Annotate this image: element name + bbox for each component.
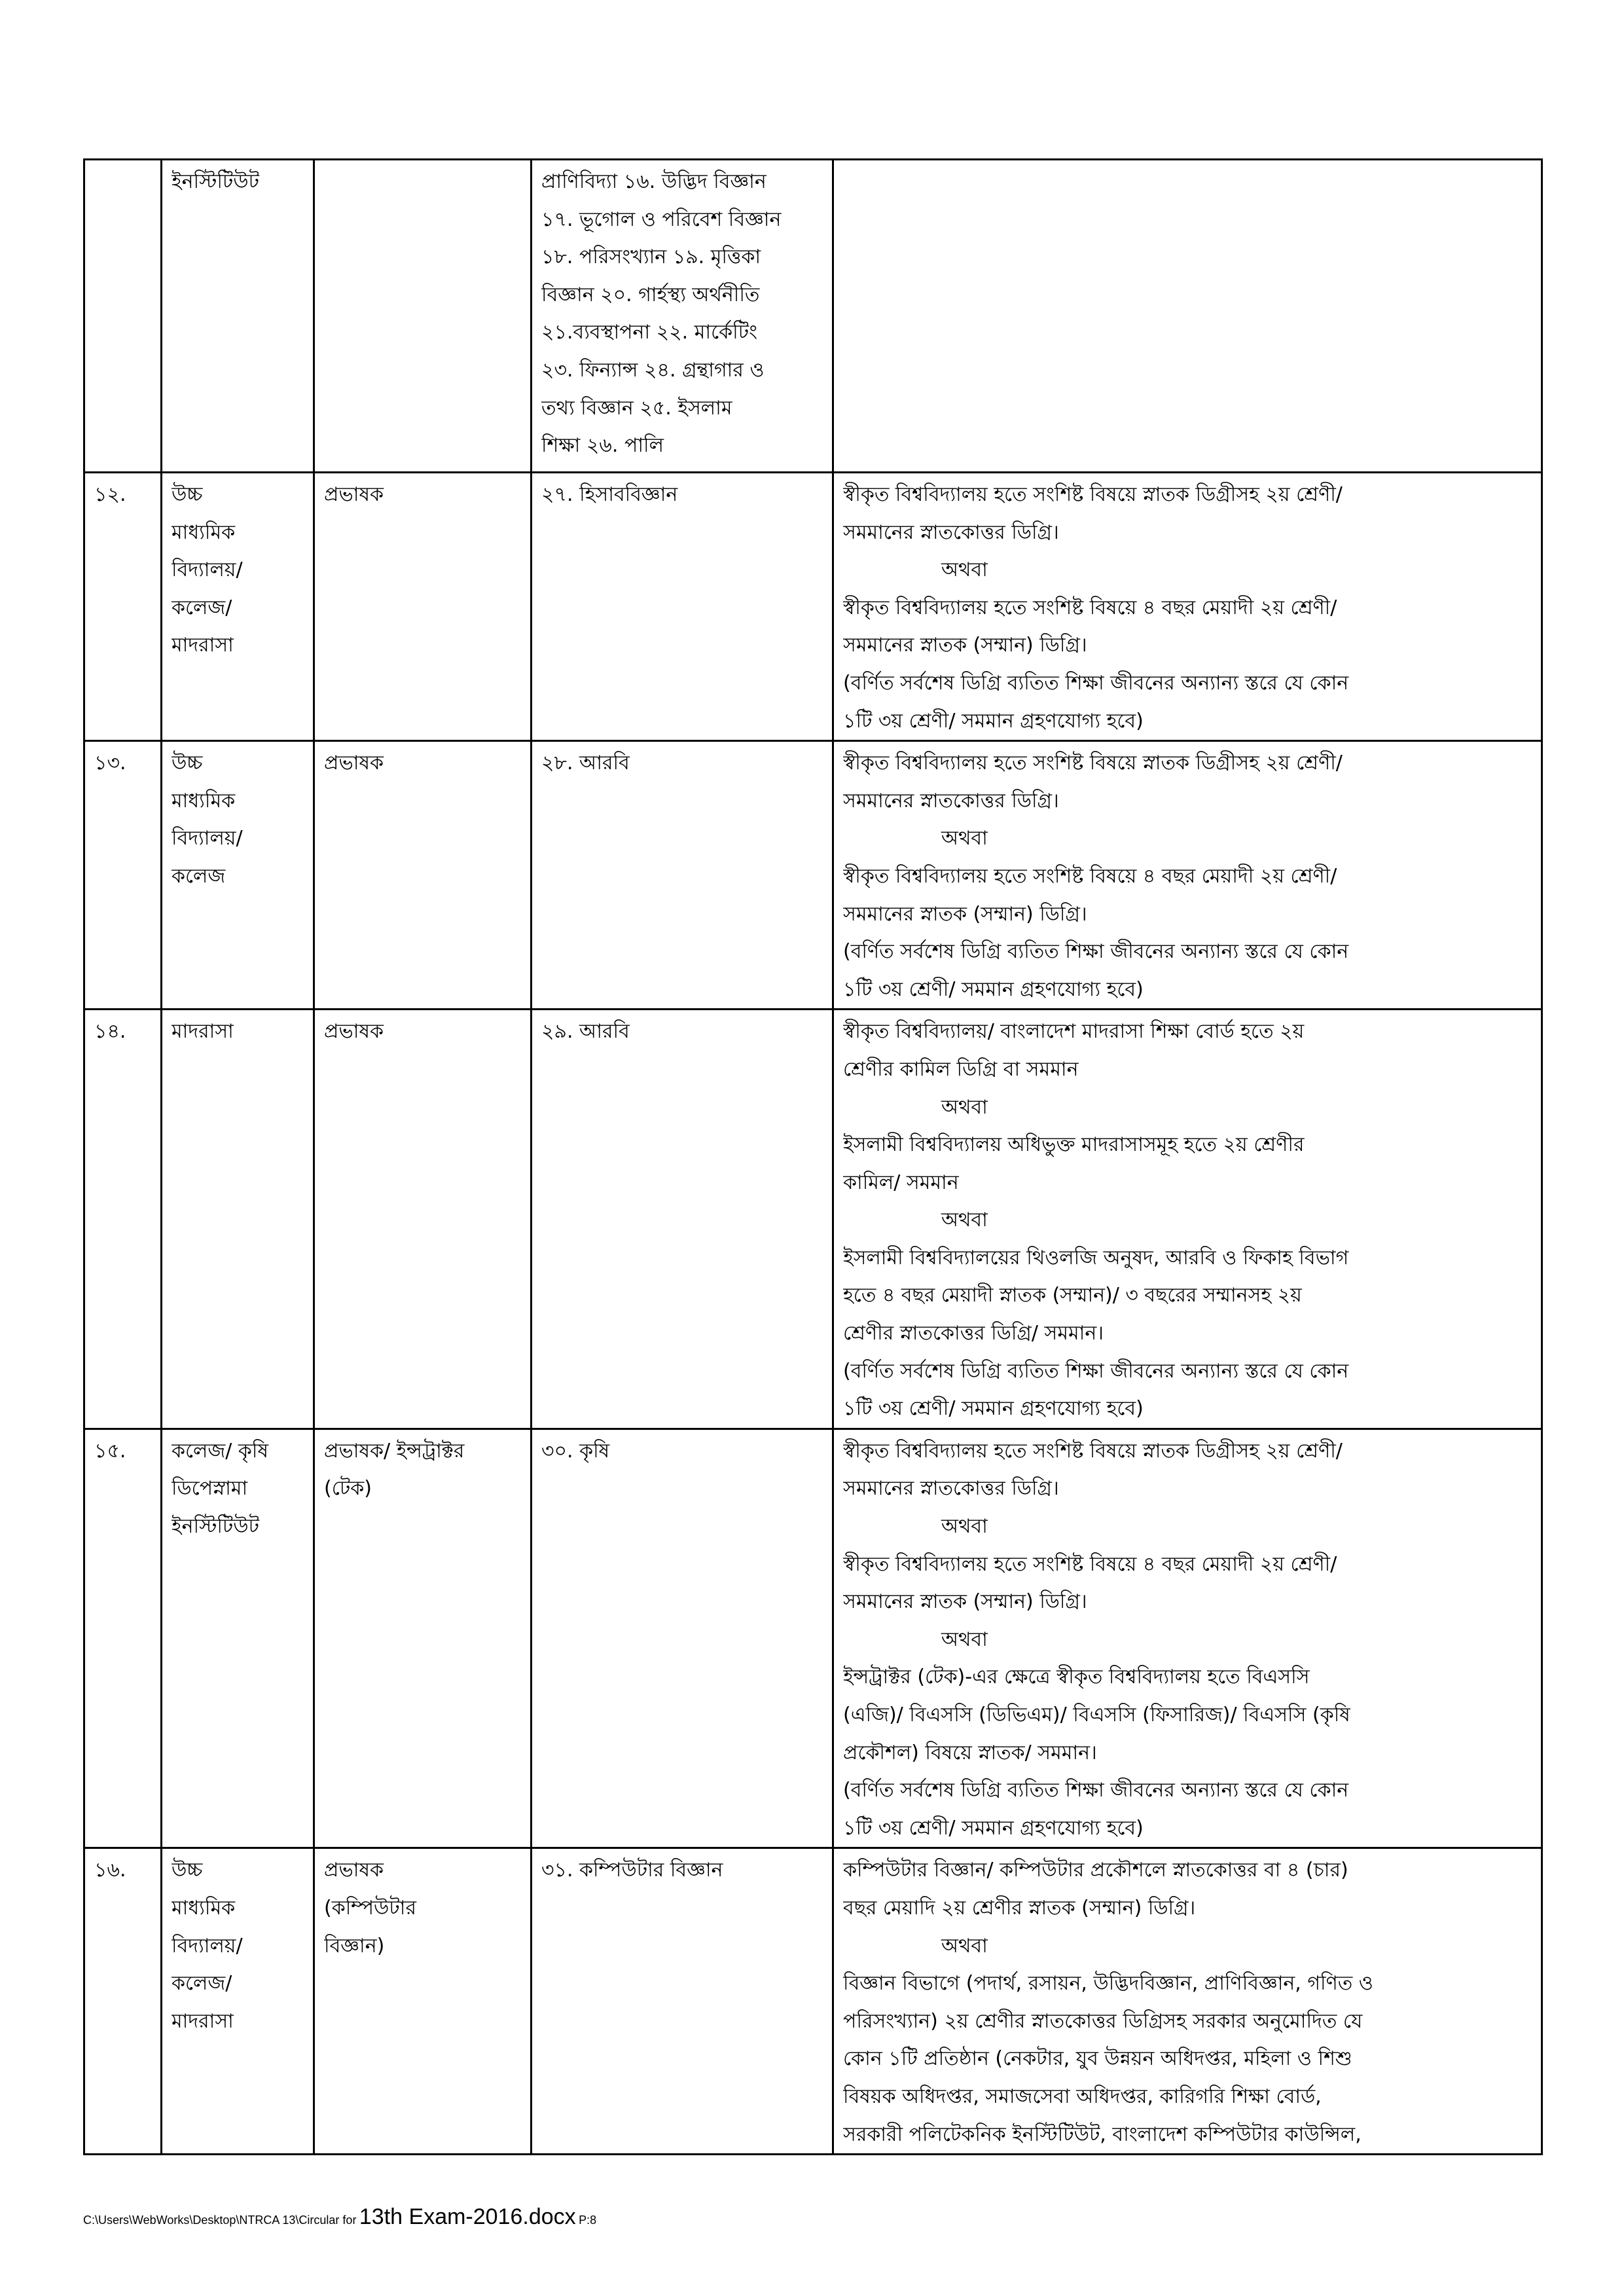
qualification-line: (বর্ণিত সর্বশেষ ডিগ্রি ব্যতিত শিক্ষা জীবনের অন্যান্য স্তরে যে কোন: [843, 940, 1349, 964]
table-row: [84, 473, 1542, 741]
subject-cell: [532, 741, 833, 1010]
serial-cell: ১৫.: [84, 1429, 162, 1848]
or-separator: অথবা: [941, 1515, 988, 1539]
subject-line: শিক্ষা ২৬. পালি: [541, 434, 664, 458]
or-separator: অথবা: [941, 558, 988, 582]
post-cell: [314, 1010, 532, 1429]
institution-line: বিদ্যালয়/: [171, 558, 243, 582]
table-row: [84, 741, 1542, 1010]
footer-page: P:8: [579, 2214, 597, 2227]
institution-line: বিদ্যালয়/: [171, 1934, 243, 1958]
post-cell: [314, 741, 532, 1010]
table-row: [84, 160, 1542, 473]
serial-cell: ১৩.: [84, 741, 162, 1010]
qualification-line: স্বীকৃত বিশ্ববিদ্যালয়/ বাংলাদেশ মাদরাসা শিক্ষা বোর্ড হতে ২য়: [843, 1020, 1305, 1044]
qualification-line: (বর্ণিত সর্বশেষ ডিগ্রি ব্যতিত শিক্ষা জীবনের অন্যান্য স্তরে যে কোন: [843, 671, 1349, 695]
institution-line: মাদরাসা: [171, 2009, 234, 2033]
institution-line: মাদরাসা: [171, 634, 234, 657]
institution-cell: [162, 473, 314, 741]
footer: [83, 2204, 596, 2230]
qualification-line: শ্রেণীর স্নাতকোত্তর ডিগ্রি/ সমমান।: [843, 1322, 1104, 1345]
subject-line: ২৭. হিসাববিজ্ঞান: [541, 483, 678, 506]
post-line: (টেক): [324, 1477, 372, 1501]
subject-line: ২৯. আরবি: [541, 1020, 630, 1044]
qualification-line: স্বীকৃত বিশ্ববিদ্যালয় হতে সংশিষ্ট বিষয়ে ৪ বছর মেয়াদী ২য় শ্রেণী/: [843, 864, 1337, 888]
subject-line: ২১.ব্যবস্থাপনা ২২. মার্কেটিং: [541, 321, 757, 344]
or-separator: অথবা: [941, 1628, 988, 1651]
qualification-line: ১টি ৩য় শ্রেণী/ সমমান গ্রহণযোগ্য হবে): [843, 709, 1144, 733]
qualification-cell: [833, 741, 1542, 1010]
institution-line: উচ্চ: [171, 1859, 203, 1882]
table-row: [84, 1848, 1542, 2155]
qualification-line: স্বীকৃত বিশ্ববিদ্যালয় হতে সংশিষ্ট বিষয়ে স্নাতক ডিগ্রীসহ ২য় শ্রেণী/: [843, 483, 1343, 506]
or-separator: অথবা: [941, 1934, 988, 1958]
post-line: প্রভাষক: [324, 483, 384, 506]
qualification-cell: [833, 160, 1542, 473]
institution-line: মাধ্যমিক: [171, 520, 236, 544]
qualification-line: বছর মেয়াদি ২য় শ্রেণীর স্নাতক (সম্মান) ডিগ্রি।: [843, 1896, 1196, 1920]
qualification-line: কামিল/ সমমান: [843, 1171, 959, 1194]
qualification-line: ১টি ৩য় শ্রেণী/ সমমান গ্রহণযোগ্য হবে): [843, 1816, 1144, 1840]
subject-line: ১৭. ভূগোল ও পরিবেশ বিজ্ঞান: [541, 208, 782, 231]
qualification-line: প্রকৌশল) বিষয়ে স্নাতক/ সমমান।: [843, 1741, 1097, 1764]
subject-cell: [532, 1429, 833, 1848]
institution-cell: [162, 1429, 314, 1848]
qualification-line: ইসলামী বিশ্ববিদ্যালয়ের থিওলজি অনুষদ, আরবি ও ফিকাহ বিভাগ: [843, 1246, 1349, 1269]
institution-line: কলেজ: [171, 864, 226, 888]
qualification-line: কম্পিউটার বিজ্ঞান/ কম্পিউটার প্রকৌশলে স্নাতকোত্তর বা ৪ (চার): [843, 1859, 1348, 1882]
serial-cell: ১৪.: [84, 1010, 162, 1429]
qualification-cell: [833, 473, 1542, 741]
institution-cell: [162, 1010, 314, 1429]
qualification-line: সরকারী পলিটেকনিক ইনস্টিটিউট, বাংলাদেশ কম্পিউটার কাউন্সিল,: [843, 2123, 1362, 2146]
qualification-line: স্বীকৃত বিশ্ববিদ্যালয় হতে সংশিষ্ট বিষয়ে স্নাতক ডিগ্রীসহ ২য় শ্রেণী/: [843, 1439, 1343, 1463]
qualification-line: সমমানের স্নাতক (সম্মান) ডিগ্রি।: [843, 1590, 1087, 1614]
qualification-line: সমমানের স্নাতকোত্তর ডিগ্রি।: [843, 1477, 1059, 1501]
institution-line: ডিপেস্নামা: [171, 1477, 248, 1501]
post-cell: [314, 1429, 532, 1848]
or-separator: অথবা: [941, 1209, 988, 1232]
or-separator: অথবা: [941, 827, 988, 850]
subject-cell: [532, 1010, 833, 1429]
serial-cell: ১২.: [84, 473, 162, 741]
qualification-line: পরিসংখ্যান) ২য় শ্রেণীর স্নাতকোত্তর ডিগ্রিসহ সরকার অনুমোদিত যে: [843, 2009, 1363, 2033]
institution-line: উচ্চ: [171, 752, 203, 775]
institution-line: কলেজ/ কৃষি: [171, 1439, 268, 1463]
post-line: বিজ্ঞান): [324, 1934, 385, 1958]
institution-line: বিদ্যালয়/: [171, 827, 243, 850]
qualification-line: সমমানের স্নাতকোত্তর ডিগ্রি।: [843, 520, 1059, 544]
subject-line: ৩১. কম্পিউটার বিজ্ঞান: [541, 1859, 723, 1882]
serial-cell: [84, 160, 162, 473]
qualification-table: [83, 158, 1543, 2155]
qualification-line: ইসলামী বিশ্ববিদ্যালয় অধিভুক্ত মাদরাসাসমূহ হতে ২য় শ্রেণীর: [843, 1133, 1305, 1157]
qualification-line: স্বীকৃত বিশ্ববিদ্যালয় হতে সংশিষ্ট বিষয়ে স্নাতক ডিগ্রীসহ ২য় শ্রেণী/: [843, 752, 1343, 775]
qualification-line: (এজি)/ বিএসসি (ডিভিএম)/ বিএসসি (ফিসারিজ)/ বিএসসি (কৃষি: [843, 1704, 1350, 1726]
qualification-line: বিষয়ক অধিদপ্তর, সমাজসেবা অধিদপ্তর, কারিগরি শিক্ষা বোর্ড,: [843, 2085, 1322, 2108]
qualification-line: ইন্সট্রাক্টর (টেক)-এর ক্ষেত্রে স্বীকৃত বিশ্ববিদ্যালয় হতে বিএসসি: [843, 1666, 1310, 1689]
subject-cell: [532, 473, 833, 741]
qualification-line: ১টি ৩য় শ্রেণী/ সমমান গ্রহণযোগ্য হবে): [843, 1397, 1144, 1421]
subject-line: বিজ্ঞান ২০. গার্হস্থ্য অর্থনীতি: [541, 283, 760, 306]
post-cell: [314, 473, 532, 741]
post-line: প্রভাষক: [324, 1020, 384, 1044]
subject-line: ১৮. পরিসংখ্যান ১৯. মৃত্তিকা: [541, 246, 761, 269]
post-cell: [314, 160, 532, 473]
subject-line: ৩০. কৃষি: [541, 1439, 610, 1463]
qualification-line: শ্রেণীর কামিল ডিগ্রি বা সমমান: [843, 1057, 1079, 1081]
subject-line: প্রাণিবিদ্যা ১৬. উদ্ভিদ বিজ্ঞান: [541, 170, 767, 193]
institution-cell: [162, 741, 314, 1010]
qualification-line: হতে ৪ বছর মেয়াদী স্নাতক (সম্মান)/ ৩ বছরের সম্মানসহ ২য়: [843, 1284, 1302, 1307]
footer-filename: 13th Exam-2016.docx: [359, 2204, 576, 2229]
qualification-line: সমমানের স্নাতকোত্তর ডিগ্রি।: [843, 789, 1059, 812]
institution-line: কলেজ/: [171, 596, 232, 619]
subject-line: তথ্য বিজ্ঞান ২৫. ইসলাম: [541, 396, 732, 420]
subject-line: ২৮. আরবি: [541, 752, 630, 775]
qualification-cell: [833, 1429, 1542, 1848]
qualification-cell: [833, 1848, 1542, 2155]
post-line: প্রভাষক/ ইন্সট্রাক্টর: [324, 1439, 465, 1463]
institution-line: ইনস্টিটিউট: [171, 170, 259, 193]
qualification-line: (বর্ণিত সর্বশেষ ডিগ্রি ব্যতিত শিক্ষা জীবনের অন্যান্য স্তরে যে কোন: [843, 1359, 1349, 1383]
institution-line: মাদরাসা: [171, 1020, 234, 1044]
post-line: (কম্পিউটার: [324, 1896, 416, 1920]
serial-cell: ১৬.: [84, 1848, 162, 2155]
institution-line: উচ্চ: [171, 483, 203, 506]
qualification-cell: [833, 1010, 1542, 1429]
qualification-line: বিজ্ঞান বিভাগে (পদার্থ, রসায়ন, উদ্ভিদবিজ্ঞান, প্রাণিবিজ্ঞান, গণিত ও: [843, 1972, 1373, 1995]
qualification-line: স্বীকৃত বিশ্ববিদ্যালয় হতে সংশিষ্ট বিষয়ে ৪ বছর মেয়াদী ২য় শ্রেণী/: [843, 596, 1337, 619]
or-separator: অথবা: [941, 1095, 988, 1119]
institution-line: কলেজ/: [171, 1972, 232, 1995]
qualification-line: কোন ১টি প্রতিষ্ঠান (নেকটার, যুব উন্নয়ন অধিদপ্তর, মহিলা ও শিশু: [843, 2047, 1352, 2071]
qualification-line: সমমানের স্নাতক (সম্মান) ডিগ্রি।: [843, 902, 1087, 926]
subject-cell: [532, 1848, 833, 2155]
qualification-line: স্বীকৃত বিশ্ববিদ্যালয় হতে সংশিষ্ট বিষয়ে ৪ বছর মেয়াদী ২য় শ্রেণী/: [843, 1552, 1337, 1576]
footer-path: C:\Users\WebWorks\Desktop\NTRCA 13\Circular for: [83, 2214, 357, 2227]
post-line: প্রভাষক: [324, 752, 384, 775]
table-row: [84, 1429, 1542, 1848]
table-body: [84, 160, 1542, 2155]
post-cell: [314, 1848, 532, 2155]
subject-line: ২৩. ফিন্যান্স ২৪. গ্রন্থাগার ও: [541, 358, 765, 382]
institution-line: মাধ্যমিক: [171, 1896, 236, 1920]
qualification-line: সমমানের স্নাতক (সম্মান) ডিগ্রি।: [843, 634, 1087, 657]
institution-cell: [162, 160, 314, 473]
qualification-line: (বর্ণিত সর্বশেষ ডিগ্রি ব্যতিত শিক্ষা জীবনের অন্যান্য স্তরে যে কোন: [843, 1779, 1349, 1802]
institution-cell: [162, 1848, 314, 2155]
institution-line: ইনস্টিটিউট: [171, 1515, 259, 1539]
post-line: প্রভাষক: [324, 1859, 384, 1882]
table-row: [84, 1010, 1542, 1429]
qualification-line: ১টি ৩য় শ্রেণী/ সমমান গ্রহণযোগ্য হবে): [843, 977, 1144, 1001]
institution-line: মাধ্যমিক: [171, 789, 236, 812]
subject-cell: [532, 160, 833, 473]
